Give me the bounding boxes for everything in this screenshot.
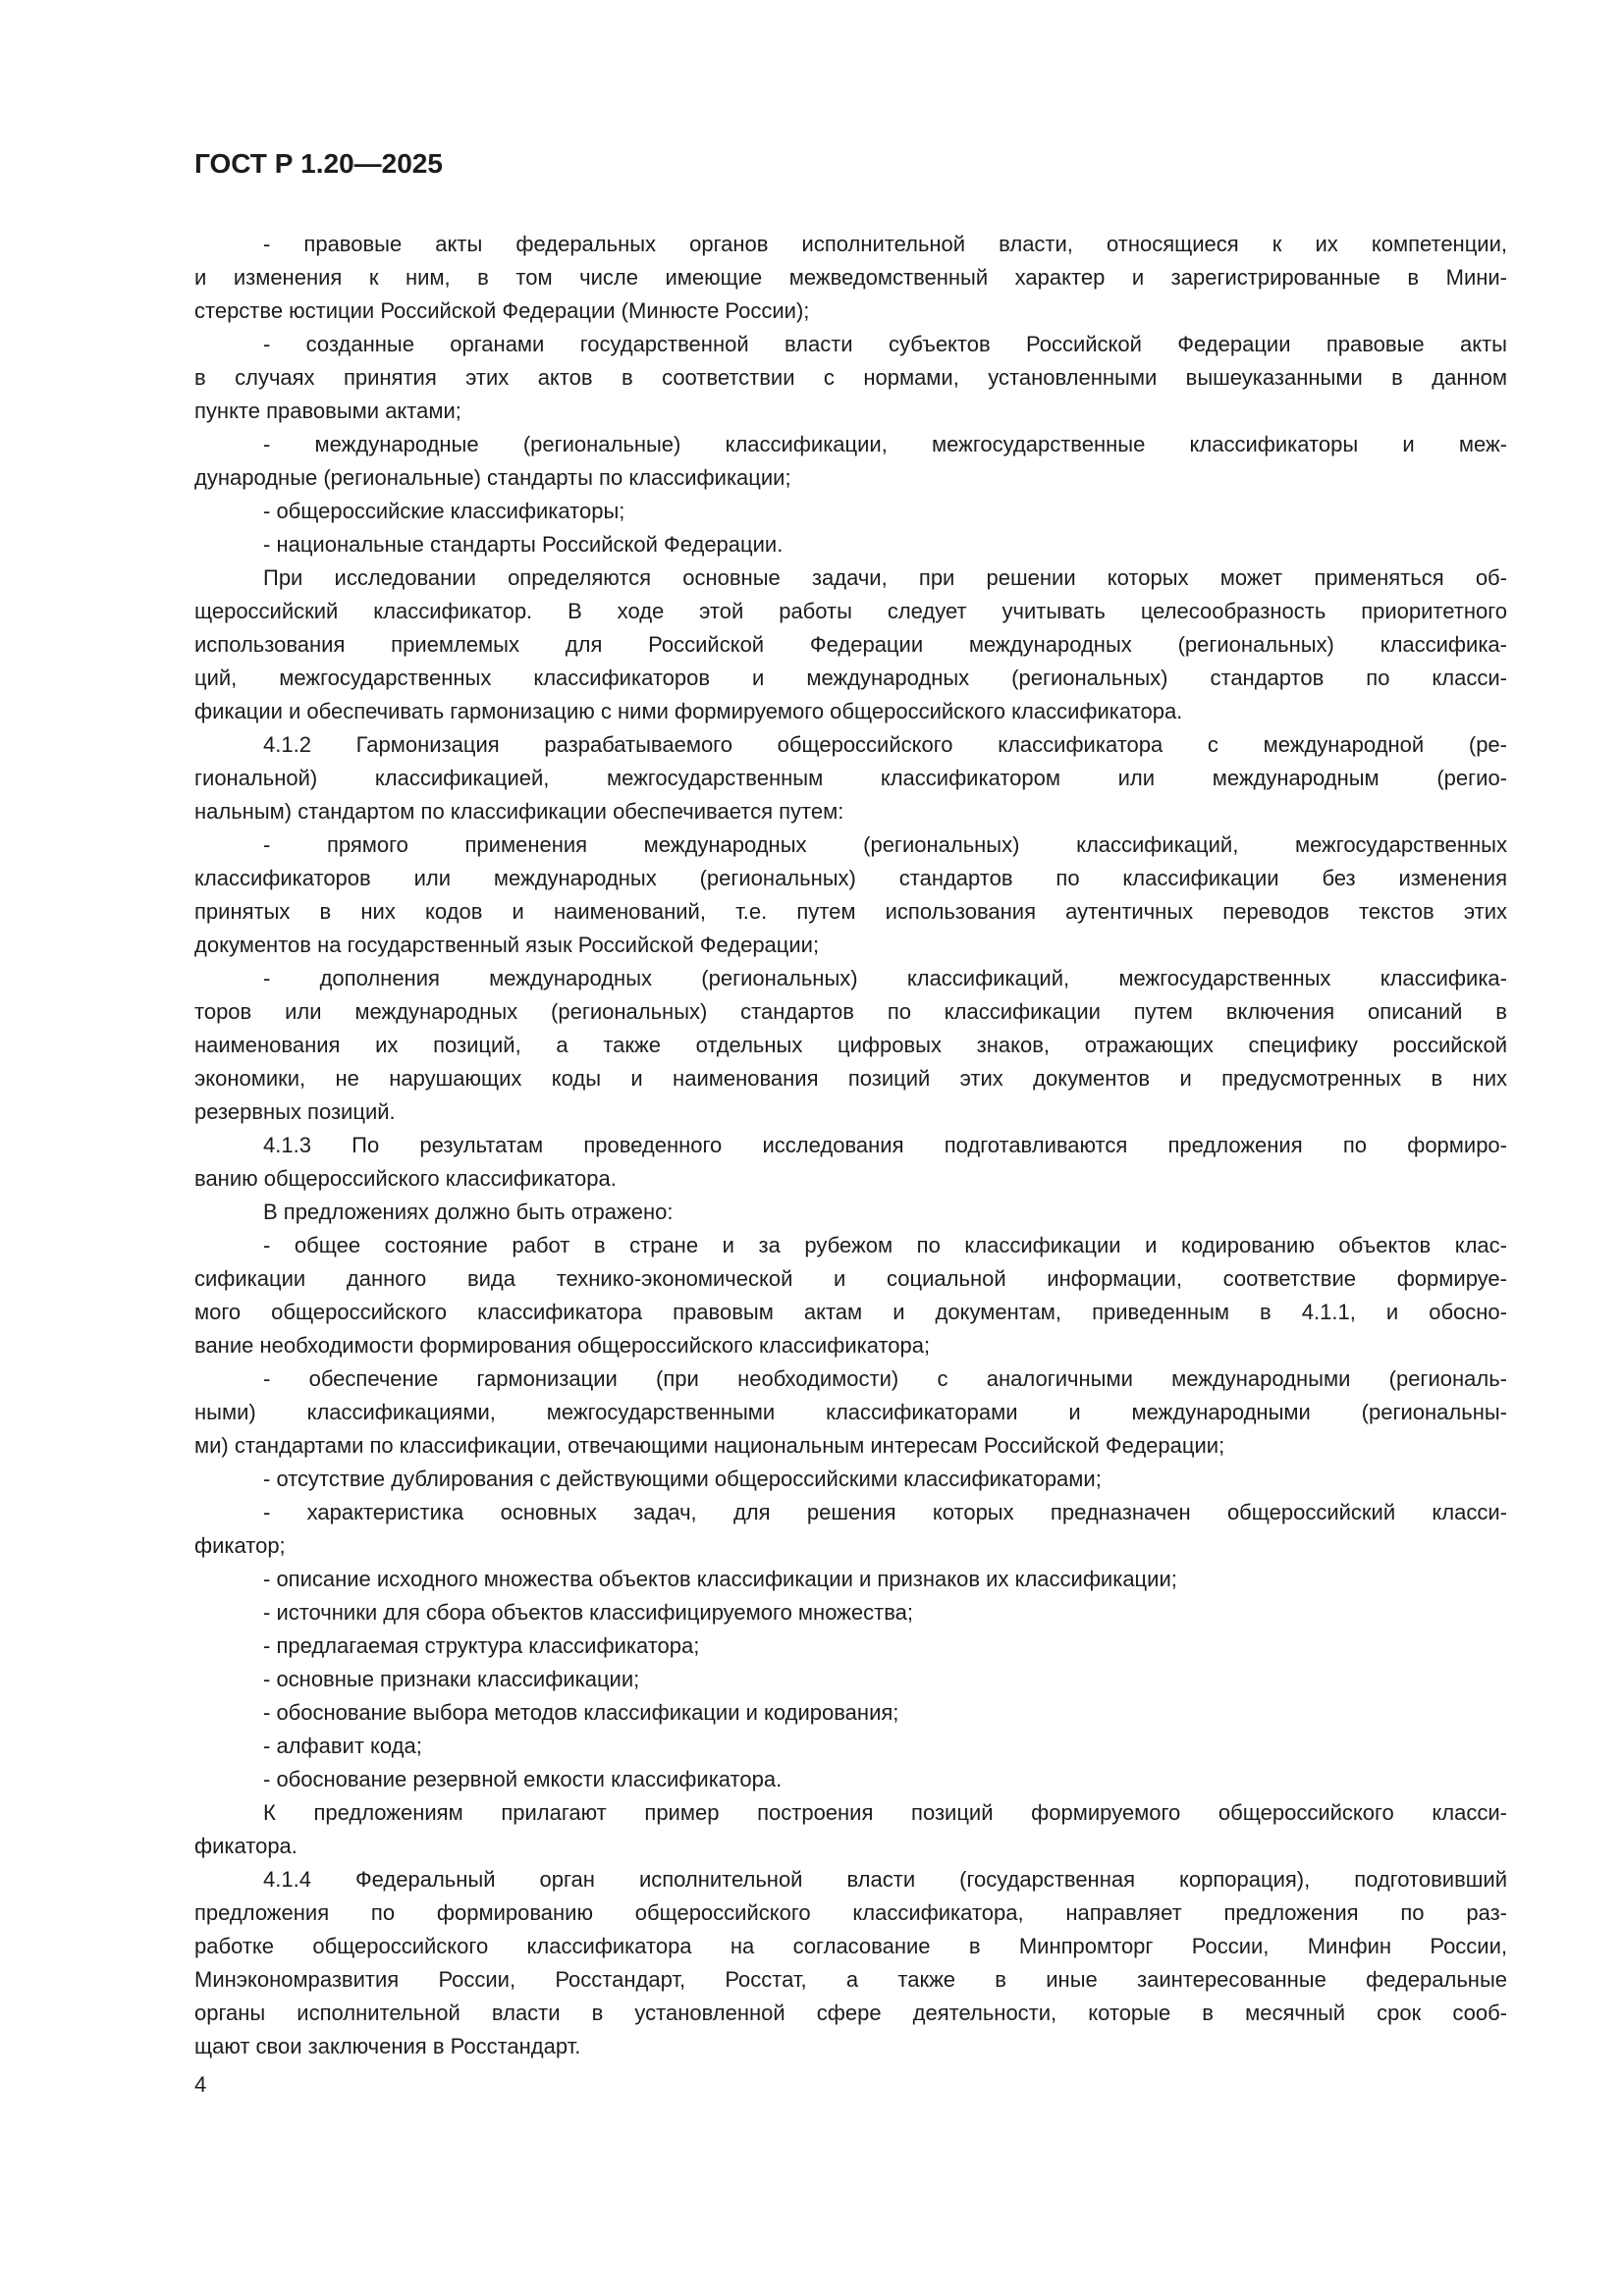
text-line: вание необходимости формирования общероссийского классификатора; [194,1333,931,1358]
text-line: экономики, не нарушающих коды и наименования позиций этих документов и предусмотренных в них [194,1066,1507,1091]
paragraph [194,561,1507,728]
text-line: фикатор; [194,1533,286,1558]
text-line: и изменения к ним, в том числе имеющие межведомственный характер и зарегистрированные в Мини- [194,265,1507,290]
document-body [194,228,1507,2063]
paragraph [194,1796,1507,1863]
text-line: фикатора. [194,1834,298,1858]
text-line: в случаях принятия этих актов в соответствии с нормами, установленными вышеуказанными в данном [194,365,1507,390]
text-line: - источники для сбора объектов классифицируемого множества; [263,1600,913,1625]
text-line: - национальные стандарты Российской Федерации. [263,532,784,557]
text-line: нальным) стандартом по классификации обеспечивается путем: [194,799,844,824]
text-line: - созданные органами государственной власти субъектов Российской Федерации правовые акты [263,332,1507,356]
text-line: - дополнения международных (региональных) классификаций, межгосударственных классифика- [263,966,1507,990]
text-line: торов или международных (региональных) стандартов по классификации путем включения описаний в [194,999,1507,1024]
text-line: - общее состояние работ в стране и за рубежом по классификации и кодированию объектов клас- [263,1233,1507,1257]
text-line: принятых в них кодов и наименований, т.е. путем использования аутентичных переводов текстов этих [194,899,1507,924]
text-line: классификаторов или международных (региональных) стандартов по классификации без изменения [194,866,1507,890]
paragraph [194,1129,1507,1196]
text-line: щероссийский классификатор. В ходе этой работы следует учитывать целесообразность приоритетного [194,599,1507,623]
paragraph [194,1563,1507,1596]
paragraph [194,495,1507,528]
text-line: использования приемлемых для Российской Федерации международных (региональных) классифика- [194,632,1507,657]
paragraph [194,1730,1507,1763]
paragraph [194,1496,1507,1563]
text-line: резервных позиций. [194,1099,396,1124]
text-line: стерстве юстиции Российской Федерации (Минюсте России); [194,298,810,323]
text-line: мого общероссийского классификатора правовым актам и документам, приведенным в 4.1.1, и обосно- [194,1300,1507,1324]
text-line: документов на государственный язык Российской Федерации; [194,933,820,957]
text-line: гиональной) классификацией, межгосударственным классификатором или международным (регио- [194,766,1507,790]
paragraph [194,1362,1507,1463]
text-line: - международные (региональные) классификации, межгосударственные классификаторы и меж- [263,432,1507,456]
page-number: 4 [194,2072,207,2097]
text-line: - предлагаемая структура классификатора; [263,1633,700,1658]
text-line: щают свои заключения в Росстандарт. [194,2034,581,2058]
paragraph [194,1629,1507,1663]
text-line: - основные признаки классификации; [263,1667,640,1691]
text-line: ми) стандартами по классификации, отвечающими национальным интересам Российской Федерации; [194,1433,1225,1458]
text-line: дународные (региональные) стандарты по классификации; [194,465,791,490]
paragraph [194,228,1507,328]
paragraph [194,1596,1507,1629]
text-line: 4.1.3 По результатам проведенного исследования подготавливаются предложения по формиро- [263,1133,1507,1157]
text-line: пункте правовыми актами; [194,399,461,423]
paragraph [194,428,1507,495]
text-line: - обоснование выбора методов классификации и кодирования; [263,1700,899,1725]
paragraph [194,328,1507,428]
running-header: ГОСТ Р 1.20—2025 [194,148,443,179]
text-line: В предложениях должно быть отражено: [263,1200,674,1224]
text-line: - прямого применения международных (региональных) классификаций, межгосударственных [263,832,1507,857]
paragraph [194,1696,1507,1730]
text-line: работке общероссийского классификатора на согласование в Минпромторг России, Минфин России, [194,1934,1507,1958]
text-line: предложения по формированию общероссийского классификатора, направляет предложения по раз- [194,1900,1507,1925]
paragraph [194,1229,1507,1362]
paragraph [194,528,1507,561]
text-line: органы исполнительной власти в установленной сфере деятельности, которые в месячный срок сооб- [194,2001,1507,2025]
text-line: Минэкономразвития России, Росстандарт, Росстат, а также в иные заинтересованные федеральные [194,1967,1507,1992]
text-line: ными) классификациями, межгосударственными классификаторами и международными (региональны- [194,1400,1507,1424]
text-line: - общероссийские классификаторы; [263,499,625,523]
paragraph [194,1863,1507,2063]
text-line: фикации и обеспечивать гармонизацию с ними формируемого общероссийского классификатора. [194,699,1183,723]
text-line: К предложениям прилагают пример построения позиций формируемого общероссийского класси- [263,1800,1507,1825]
text-line: - отсутствие дублирования с действующими общероссийскими классификаторами; [263,1467,1102,1491]
text-line: 4.1.4 Федеральный орган исполнительной власти (государственная корпорация), подготовивший [263,1867,1507,1892]
text-line: наименования их позиций, а также отдельных цифровых знаков, отражающих специфику российской [194,1033,1507,1057]
text-line: - описание исходного множества объектов классификации и признаков их классификации; [263,1567,1177,1591]
paragraph [194,1663,1507,1696]
paragraph [194,1463,1507,1496]
paragraph [194,728,1507,828]
text-line: ванию общероссийского классификатора. [194,1166,617,1191]
text-line: ций, межгосударственных классификаторов и международных (региональных) стандартов по класси- [194,666,1507,690]
text-line: При исследовании определяются основные задачи, при решении которых может применяться об- [263,565,1507,590]
text-line: - правовые акты федеральных органов исполнительной власти, относящиеся к их компетенции, [263,232,1507,256]
paragraph [194,962,1507,1129]
text-line: 4.1.2 Гармонизация разрабатываемого общероссийского классификатора с международной (ре- [263,732,1507,757]
text-line: сификации данного вида технико-экономической и социальной информации, соответствие формируе- [194,1266,1507,1291]
text-line: - алфавит кода; [263,1734,422,1758]
text-line: - характеристика основных задач, для решения которых предназначен общероссийский класси- [263,1500,1507,1524]
paragraph [194,1196,1507,1229]
text-line: - обоснование резервной емкости классификатора. [263,1767,783,1791]
paragraph [194,828,1507,962]
paragraph [194,1763,1507,1796]
text-line: - обеспечение гармонизации (при необходимости) с аналогичными международными (региональ- [263,1366,1507,1391]
